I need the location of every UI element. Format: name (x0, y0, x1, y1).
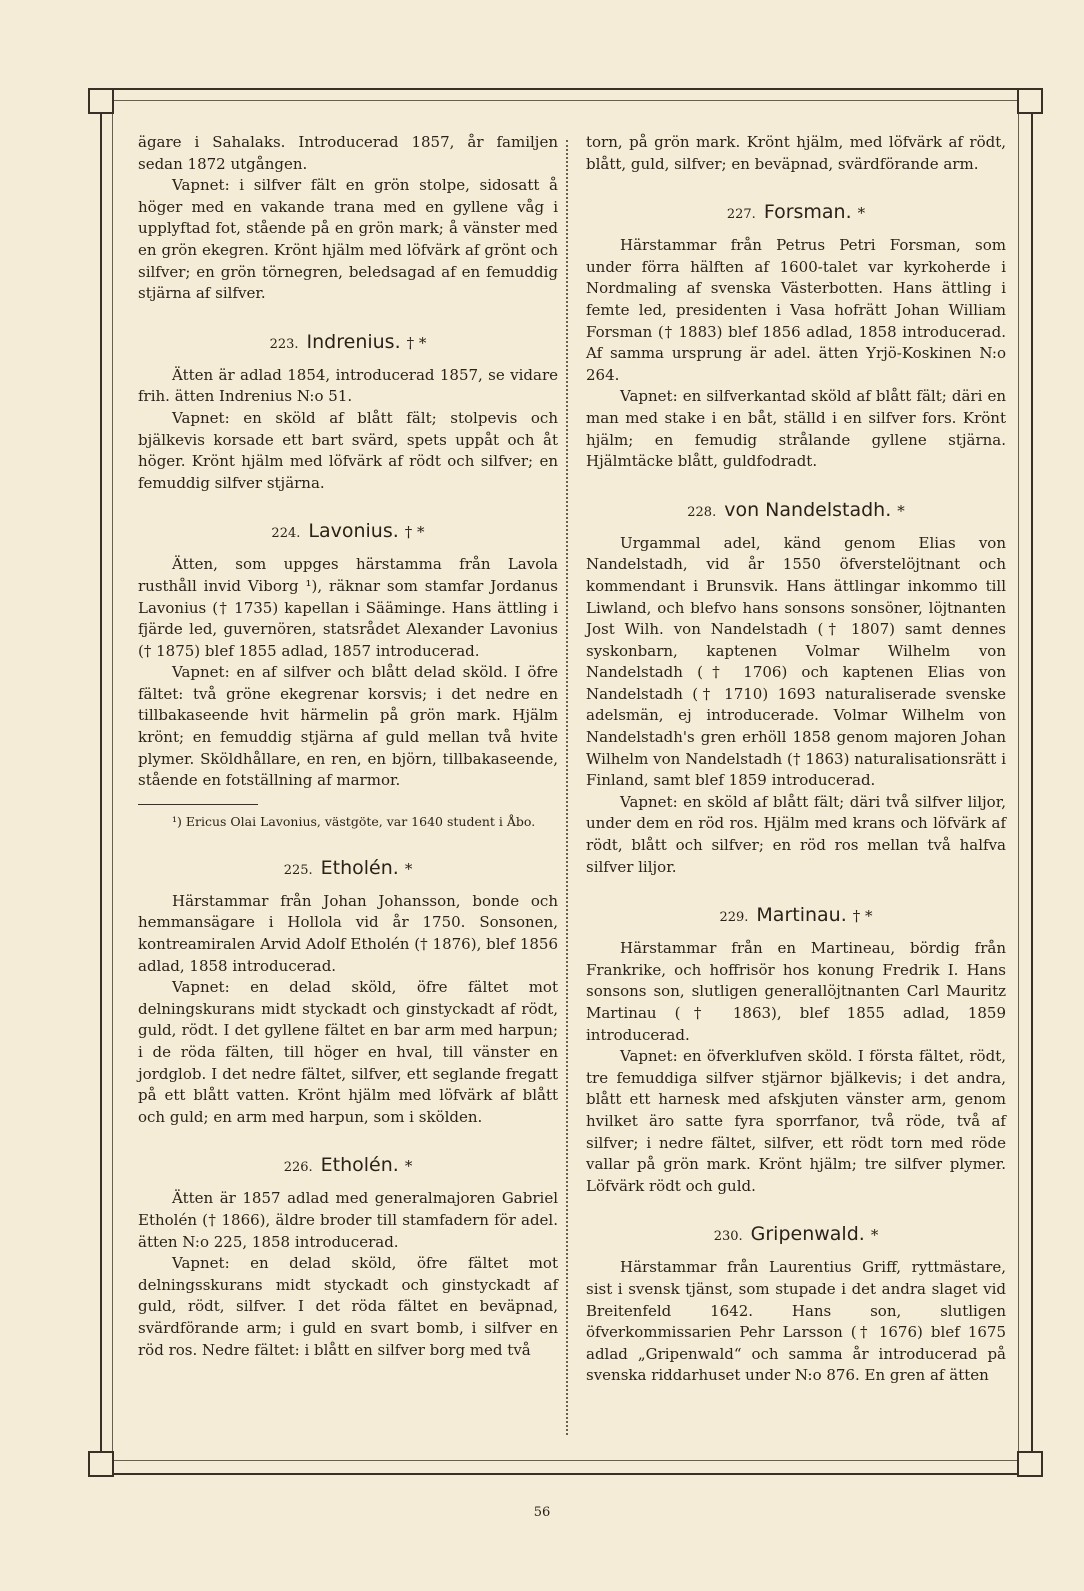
page-number: 56 (533, 1505, 551, 1520)
entry-paragraph: Härstammar från Laurentius Griff, ryttmästare, sist i svensk tjänst, som stupade i det andra slaget vid Breitenfeld 1642. Hans son, slutligen öfverkommissarien Pehr Larsson († 1676) blef 1675 adlad „Gripenwald“ och samma år introducerad på svenska riddarhuset under N:o 876. En gren af ätten (586, 1258, 1006, 1385)
corner-ornament-bottom-right (1017, 1451, 1043, 1477)
entry-name: von Nandelstadh. (724, 498, 892, 521)
entry-heading-228 (586, 499, 1006, 521)
entry-paragraph: Vapnet: en af silfver och blått delad sköld. I öfre fältet: två gröne ekegrenar korsvis; i det nedre en tillbakaseende hvit härmelin på grön mark. Hjälm krönt; en femuddig stjärna af guld mellan två hvite plymer. Sköldhållare, en ren, en björn, tillbakaseende, stående en fotställning af marmor. (138, 663, 558, 790)
entry-name: Etholén. (320, 1154, 399, 1177)
entry-paragraph: Vapnet: en sköld af blått fält; däri två silfver liljor, under dem en röd ros. Hjälm med krans och löfvärk af rödt, blått och silfver; en röd ros mellan två halfva silfver liljor. (586, 792, 1006, 876)
entry-paragraph: Ätten, som uppges härstamma från Lavola rusthåll invid Viborg ¹), räknar som stamfar Jordanus Lavonius († 1735) kapellan i Sääminge. Hans ättling i fjärde led, guvernören, statsrådet Alexander Lavonius († 1875) blef 1855 adlad, 1857 introducerad. (138, 555, 558, 660)
entry-heading-227 (586, 201, 1006, 223)
entry-paragraph: Ätten är 1857 adlad med generalmajoren Gabriel Etholén († 1866), äldre broder till stamfadern för adel. ätten N:o 225, 1858 introducerad. (138, 1189, 558, 1251)
entry-name: Indrenius. (306, 330, 401, 353)
entry-paragraph: Urgammal adel, känd genom Elias von Nandelstadh, vid år 1550 öfverstelöjtnant och kommendant i Brunsvik. Hans ättlingar inkommo till Liwland, och blefvo hans sonsons sonsöner, löjtnanten Jost Wilh. von Nandelstadh († 1807) samt dennes syskonbarn, kaptenen Volmar Wilhelm von Nandelstadh († 1706) och kaptenen Elias von Nandelstadh († 1710) 1693 naturaliserade svenske adelsmän, ej introducerade. Volmar Wilhelm von Nandelstadh's gren erhöll 1858 genom majoren Johan Wilhelm von Nandelstadh († 1863) naturalisationsrätt i Finland, samt blef 1859 introducerad. (586, 533, 1006, 790)
entry-mark: * (870, 1226, 879, 1245)
corner-ornament-top-right (1017, 88, 1043, 114)
left-column (138, 132, 558, 1361)
entry-name: Lavonius. (308, 520, 399, 543)
entry-paragraph: Härstammar från en Martineau, bördig från Frankrike, och hoffrisör hos konung Fredrik I. Hans sonsons son, slutligen generallöjtnanten Carl Mauritz Martinau († 1863), blef 1855 adlad, 1859 introducerad. (586, 939, 1006, 1044)
entry-name: Martinau. (756, 904, 847, 927)
entry-name: Forsman. (763, 201, 852, 224)
entry-heading-229 (586, 904, 1006, 926)
entry-number: 230. (713, 1229, 743, 1245)
entry-mark: † * (406, 333, 427, 352)
entry-number: 224. (271, 526, 301, 542)
entry-mark: † * (852, 907, 873, 926)
entry-number: 229. (719, 910, 749, 926)
entry-mark: * (404, 859, 413, 878)
entry-mark: * (857, 204, 866, 223)
entry-number: 227. (726, 207, 756, 223)
entry-mark: † * (404, 523, 425, 542)
entry-heading-225 (138, 857, 558, 879)
entry-number: 228. (687, 504, 717, 520)
entry-paragraph: Vapnet: en silfverkantad sköld af blått fält; däri en man med stake i en båt, ställd i en silfver fors. Krönt hjälm; en femudig strålande gyllene stjärna. Hjälmtäcke blått, guldfodradt. (586, 387, 1006, 471)
entry-name: Gripenwald. (750, 1223, 865, 1246)
footnote: ¹) Ericus Olai Lavonius, västgöte, var 1640 student i Åbo. (172, 813, 536, 829)
entry-heading-223 (138, 331, 558, 353)
footnote-rule (138, 804, 258, 805)
entry-paragraph: Härstammar från Petrus Petri Forsman, som under förra hälften af 1600-talet var kyrkoherde i Nordmaling af svenska Västerbotten. Hans ättling i femte led, presidenten i Vasa hofrätt Johan William Forsman († 1883) blef 1856 adlad, 1858 introducerad. Af samma ursprung är adel. ätten Yrjö-Koskinen N:o 264. (586, 236, 1006, 384)
entry-heading-224 (138, 520, 558, 542)
entry-paragraph: Vapnet: en sköld af blått fält; stolpevis och bjälkevis korsade ett bart svärd, spets uppåt och åt höger. Krönt hjälm med löfvärk af rödt och silfver; en femuddig silfver stjärna. (138, 408, 558, 492)
entry-paragraph: Ätten är adlad 1854, introducerad 1857, se vidare frih. ätten Indrenius N:o 51. (138, 365, 558, 406)
entry-mark: * (897, 501, 905, 520)
entry-name: Etholén. (320, 856, 399, 879)
continuation-text: ägare i Sahalaks. Introducerad 1857, år familjen sedan 1872 utgången. (138, 133, 558, 173)
corner-ornament-top-left (88, 88, 114, 114)
entry-paragraph: Vapnet: en öfverklufven sköld. I första fältet, rödt, tre femuddiga silfver stjärnor bjälkevis; i det andra, blått ett harnesk med afskjuten vänster arm, genom hvilket äro satte fyra sporrfanor, två röde, två af silfver; i nedre fältet, silfver, ett rödt torn med röde vallar på grön mark. Krönt hjälm; tre silfver plymer. Löfvärk rödt och guld. (586, 1047, 1006, 1195)
column-divider (566, 140, 568, 1435)
entry-paragraph: Vapnet: en delad sköld, öfre fältet mot delningskurans midt styckadt och ginstyckadt af rödt, guld, rödt. I det gyllene fältet en bar arm med harpun; i de röda fälten, till höger en hval, till vänster en jordglob. I det nedre fältet, silfver, ett seglande fregatt på ett blått vatten. Krönt hjälm med löfvärk af blått och guld; en arm med harpun, som i skölden. (138, 978, 558, 1126)
right-column (586, 132, 1006, 1387)
entry-paragraph: Vapnet: en delad sköld, öfre fältet mot delningsskurans midt styckadt och ginstyckadt af guld, rödt, silfver. I det röda fältet en beväpnad, svärdförande arm; i guld en svart bomb, i silfver en röd ros. Nedre fältet: i blått en silfver borg med två (138, 1254, 558, 1359)
entry-number: 223. (269, 336, 299, 352)
corner-ornament-bottom-left (88, 1451, 114, 1477)
entry-number: 225. (283, 862, 313, 878)
entry-number: 226. (283, 1160, 313, 1176)
continuation-text: torn, på grön mark. Krönt hjälm, med löfvärk af rödt, blått, guld, silfver; en beväpnad, svärdförande arm. (586, 133, 1006, 173)
continuation-text: Vapnet: i silfver fält en grön stolpe, sidosatt å höger med en vakande trana med en gyllene våg i upplyftad fot, stående på en grön mark; å vänster med en grön ekegren. Krönt hjälm med löfvärk af grönt och silfver; en grön törnegren, beledsagad af en femuddig stjärna af silfver. (138, 176, 558, 303)
entry-mark: * (404, 1157, 413, 1176)
entry-heading-226 (138, 1154, 558, 1176)
entry-heading-230 (586, 1223, 1006, 1245)
entry-paragraph: Härstammar från Johan Johansson, bonde och hemmansägare i Hollola vid år 1750. Sonsonen, kontreamiralen Arvid Adolf Etholén († 1876), blef 1856 adlad, 1858 introducerad. (138, 891, 558, 975)
